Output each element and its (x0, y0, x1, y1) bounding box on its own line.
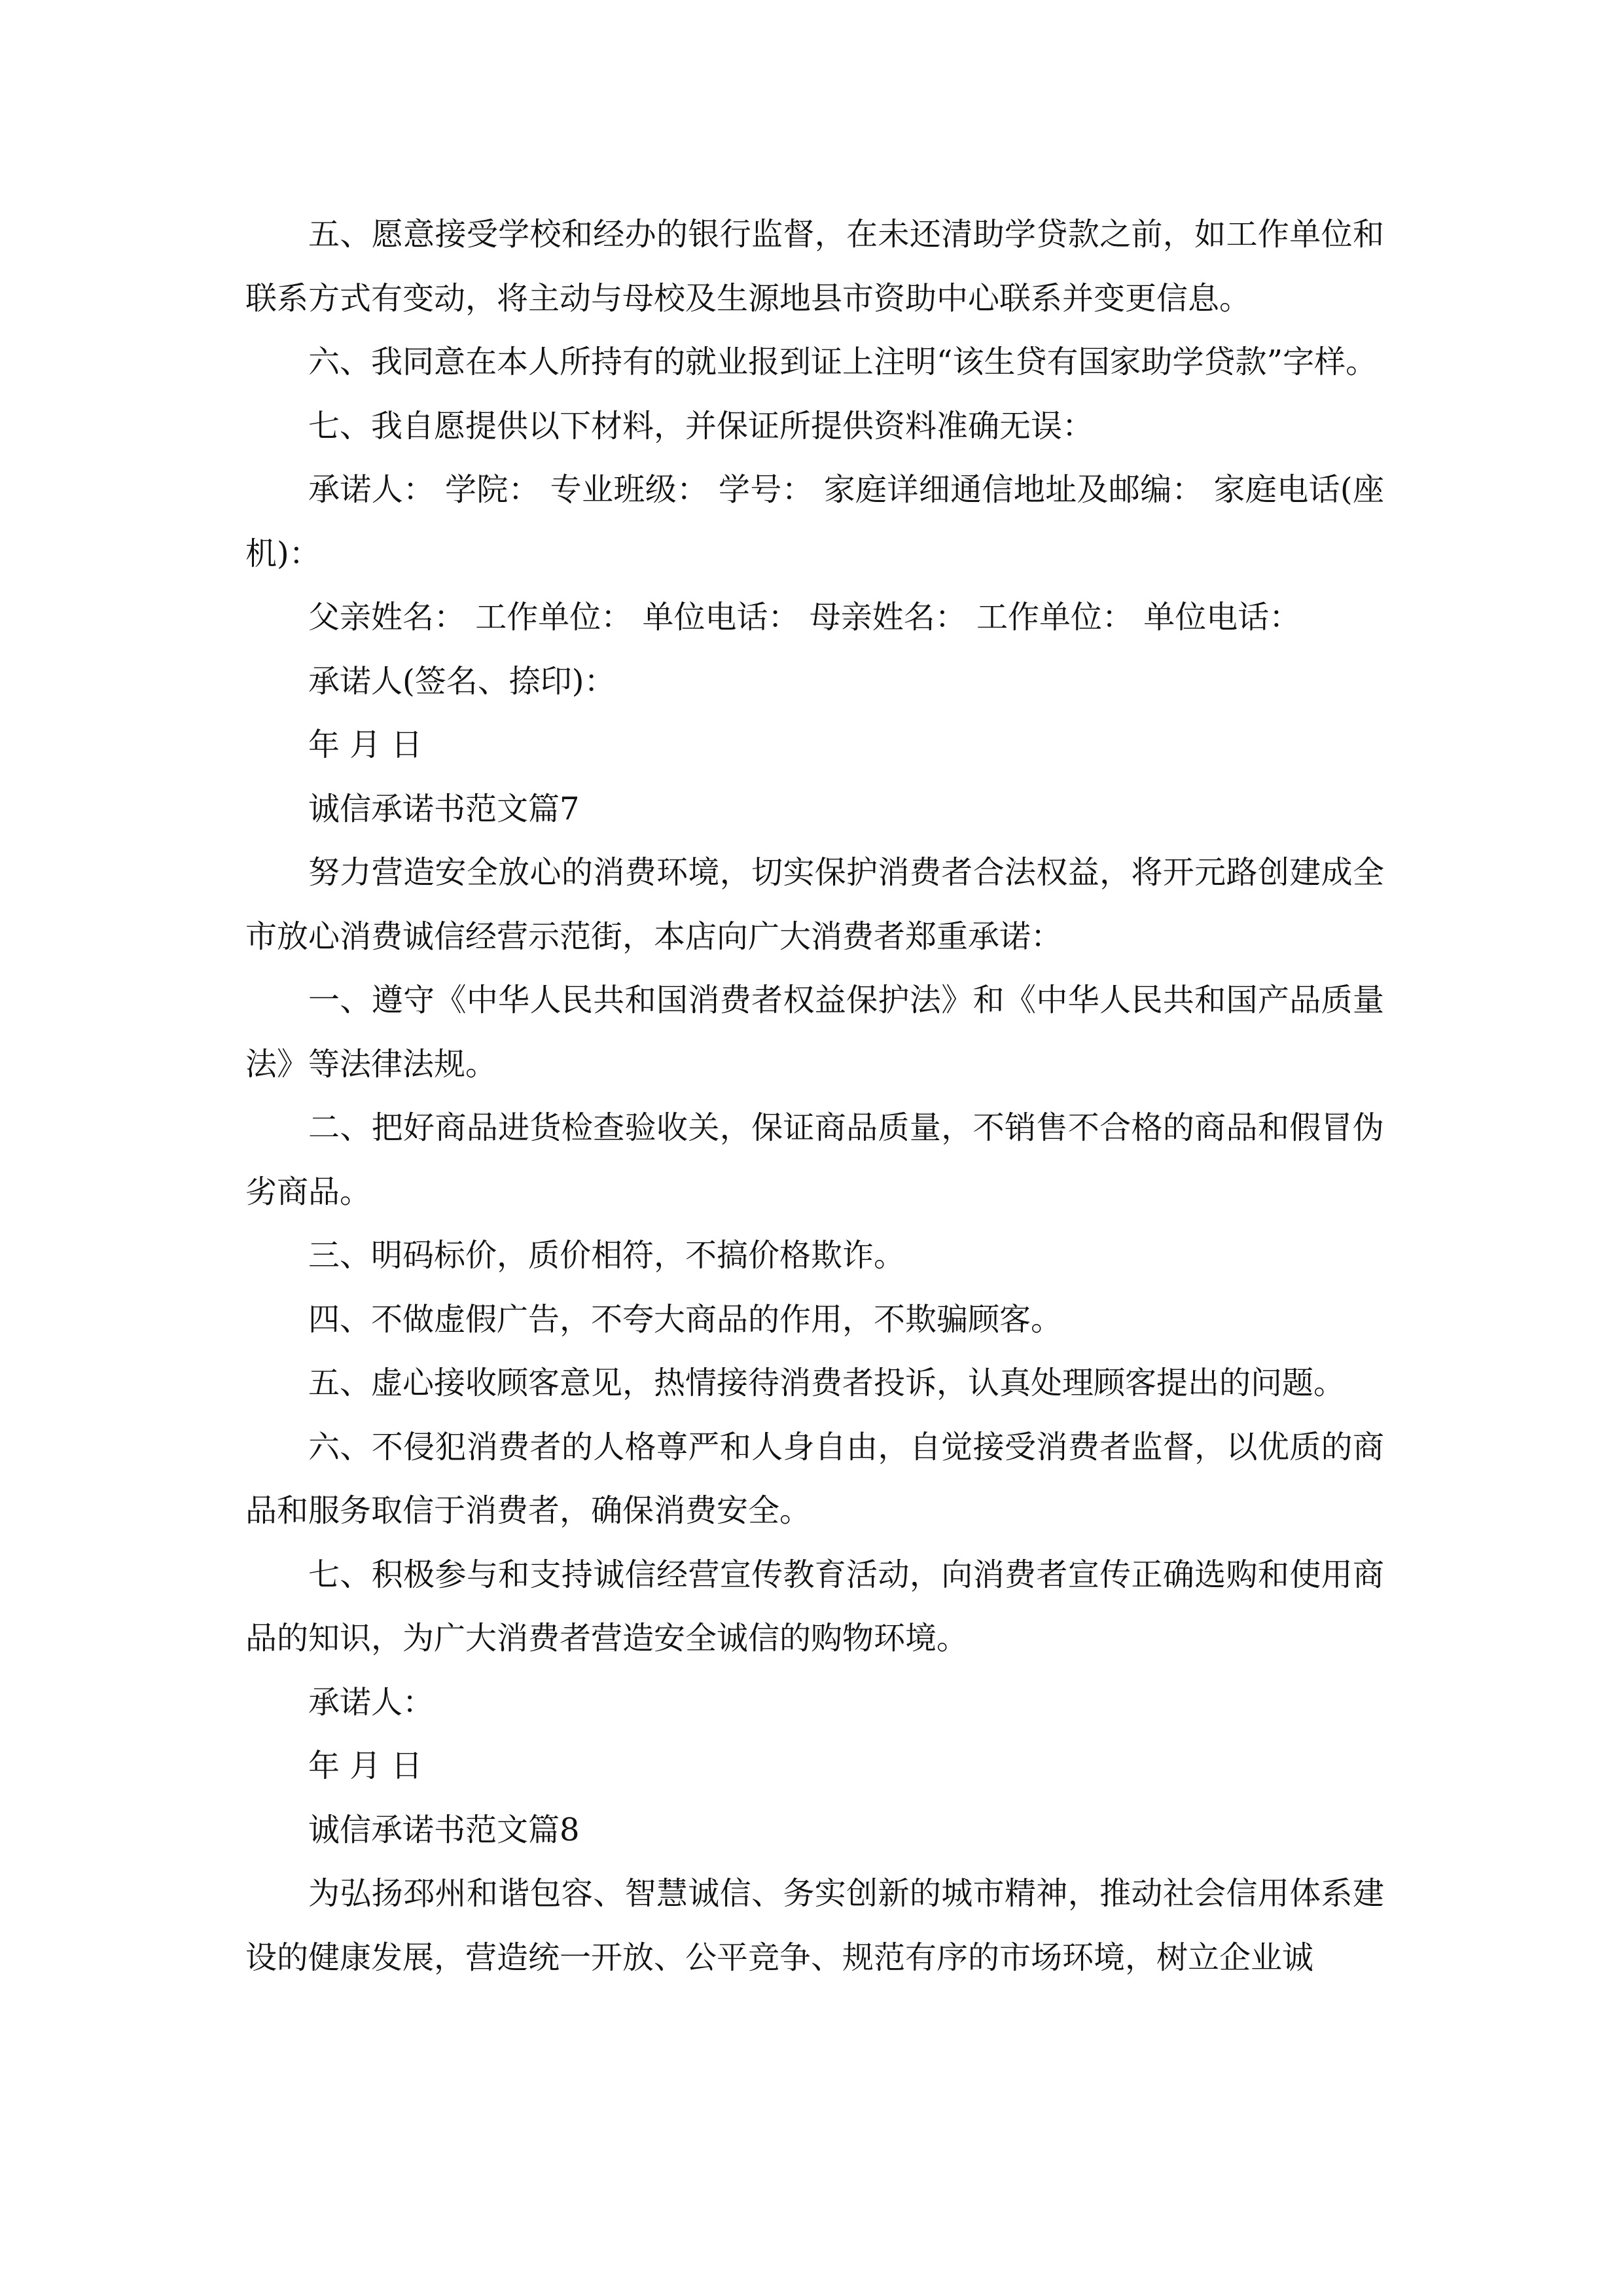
section-heading-7: 诚信承诺书范文篇7 (308, 790, 580, 827)
paragraph-clause-7-materials: 七、我自愿提供以下材料，并保证所提供资料准确无误： (308, 407, 1094, 444)
paragraph-item-4: 四、不做虚假广告，不夸大商品的作用，不欺骗顾客。 (308, 1300, 1063, 1338)
paragraph-item-3: 三、明码标价，质价相符，不搞价格欺诈。 (308, 1237, 906, 1274)
paragraph-pledger-info: 承诺人： 学院： 专业班级： 学号： 家庭详细通信地址及邮编： 家庭电话(座机)： (245, 471, 1384, 572)
paragraph-item-6: 六、不侵犯消费者的人格尊严和人身自由，自觉接受消费者监督，以优质的商品和服务取信于消费者，确保消费安全。 (245, 1428, 1384, 1529)
paragraph-item-5: 五、虚心接收顾客意见，热情接待消费者投诉，认真处理顾客提出的问题。 (308, 1365, 1346, 1401)
paragraph-pledger: 承诺人： (308, 1683, 435, 1721)
paragraph-clause-6-certificate: 六、我同意在本人所持有的就业报到证上注明“该生贷有国家助学贷款”字样。 (308, 344, 1378, 380)
section-heading-8: 诚信承诺书范文篇8 (308, 1811, 580, 1848)
paragraph-date: 年 月 日 (308, 726, 423, 763)
paragraph-intro-7: 努力营造安全放心的消费环境，切实保护消费者合法权益，将开元路创建成全市放心消费诚信经营示范街，本店向广大消费者郑重承诺： (245, 854, 1384, 955)
paragraph-intro-8: 为弘扬邳州和谐包容、智慧诚信、务实创新的城市精神，推动社会信用体系建设的健康发展，营造统一开放、公平竞争、规范有序的市场环境，树立企业诚 (245, 1875, 1384, 1976)
paragraph-parents-info: 父亲姓名： 工作单位： 单位电话： 母亲姓名： 工作单位： 单位电话： (308, 599, 1301, 636)
paragraph-item-7: 七、积极参与和支持诚信经营宣传教育活动，向消费者宣传正确选购和使用商品的知识，为广大消费者营造安全诚信的购物环境。 (245, 1556, 1384, 1657)
paragraph-signature: 承诺人(签名、捺印)： (308, 662, 616, 700)
paragraph-item-1: 一、遵守《中华人民共和国消费者权益保护法》和《中华人民共和国产品质量法》等法律法规。 (245, 982, 1384, 1083)
paragraph-date-2: 年 月 日 (308, 1748, 423, 1784)
document-body (245, 203, 1384, 1990)
paragraph-item-2: 二、把好商品进货检查验收关，保证商品质量，不销售不合格的商品和假冒伪劣商品。 (245, 1109, 1384, 1210)
paragraph-clause-5-supervision: 五、愿意接受学校和经办的银行监督，在未还清助学贷款之前，如工作单位和联系方式有变动，将主动与母校及生源地县市资助中心联系并变更信息。 (245, 216, 1384, 317)
